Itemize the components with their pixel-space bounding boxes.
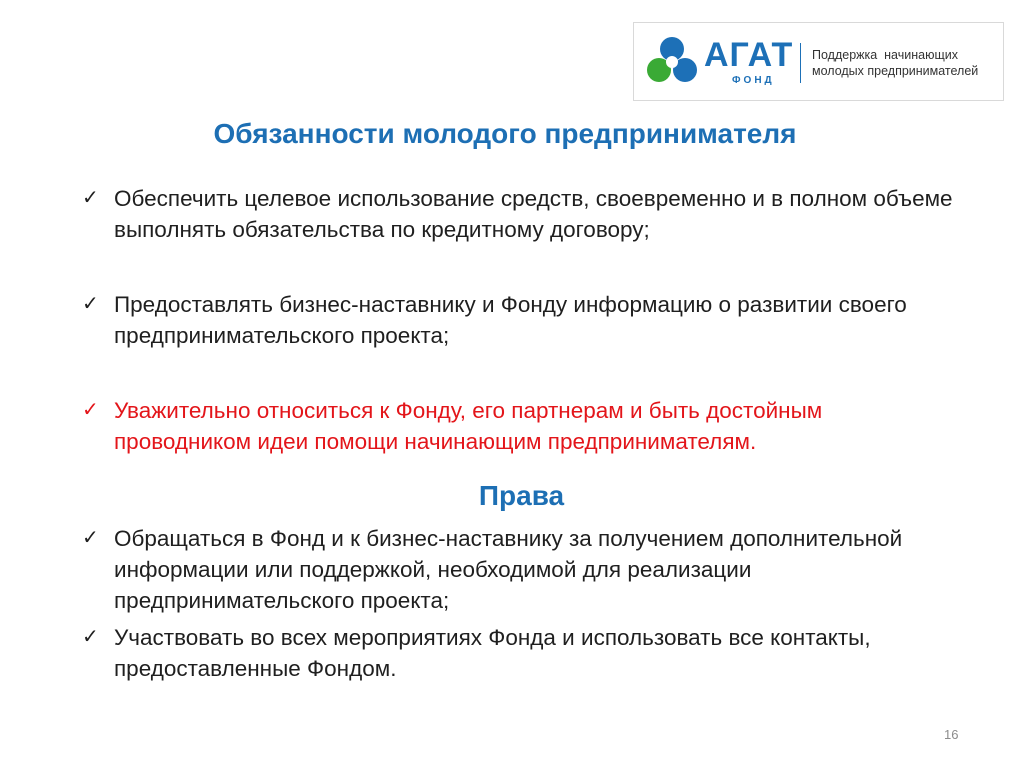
check-icon: ✓ (82, 626, 99, 648)
right-text-1: Обращаться в Фонд и к бизнес-наставнику за получением дополнительной информации или поддержкой, необходимой для реализации предпринимательского проекта; (114, 526, 903, 613)
right-item-2 (82, 622, 962, 684)
rights-title: Права (478, 480, 565, 511)
clover-logo-icon (646, 34, 698, 90)
duty-text-3: Уважительно относиться к Фонду, его партнерам и быть достойным проводником идеи помощи начинающим предпринимателям. (114, 398, 823, 454)
duties-list (82, 183, 962, 457)
check-icon: ✓ (82, 293, 99, 315)
duty-item-3 (82, 395, 962, 457)
fund-logo (633, 22, 1004, 101)
logo-tagline-line1: Поддержка начинающих (812, 48, 958, 62)
logo-tagline-line2: молодых предпринимателей (812, 64, 979, 78)
right-item-1 (82, 523, 962, 616)
check-icon: ✓ (82, 527, 99, 549)
logo-subname: ФОНД (732, 75, 775, 86)
duty-item-2 (82, 289, 962, 351)
logo-name: АГАТ (704, 36, 794, 74)
check-icon: ✓ (82, 399, 99, 421)
page-number: 16 (944, 727, 959, 742)
duty-text-1: Обеспечить целевое использование средств, своевременно и в полном объеме выполнять обязательства по кредитному договору; (114, 186, 953, 242)
check-icon: ✓ (82, 187, 99, 209)
duty-item-1 (82, 183, 962, 245)
right-text-2: Участвовать во всех мероприятиях Фонда и использовать все контакты, предоставленные Фондом. (114, 625, 871, 681)
logo-tagline (812, 47, 978, 79)
duties-title: Обязанности молодого предпринимателя (213, 118, 797, 149)
duty-text-2: Предоставлять бизнес-наставнику и Фонду информацию о развитии своего предпринимательского проекта; (114, 292, 907, 348)
logo-divider (800, 43, 801, 83)
rights-list (82, 523, 962, 684)
